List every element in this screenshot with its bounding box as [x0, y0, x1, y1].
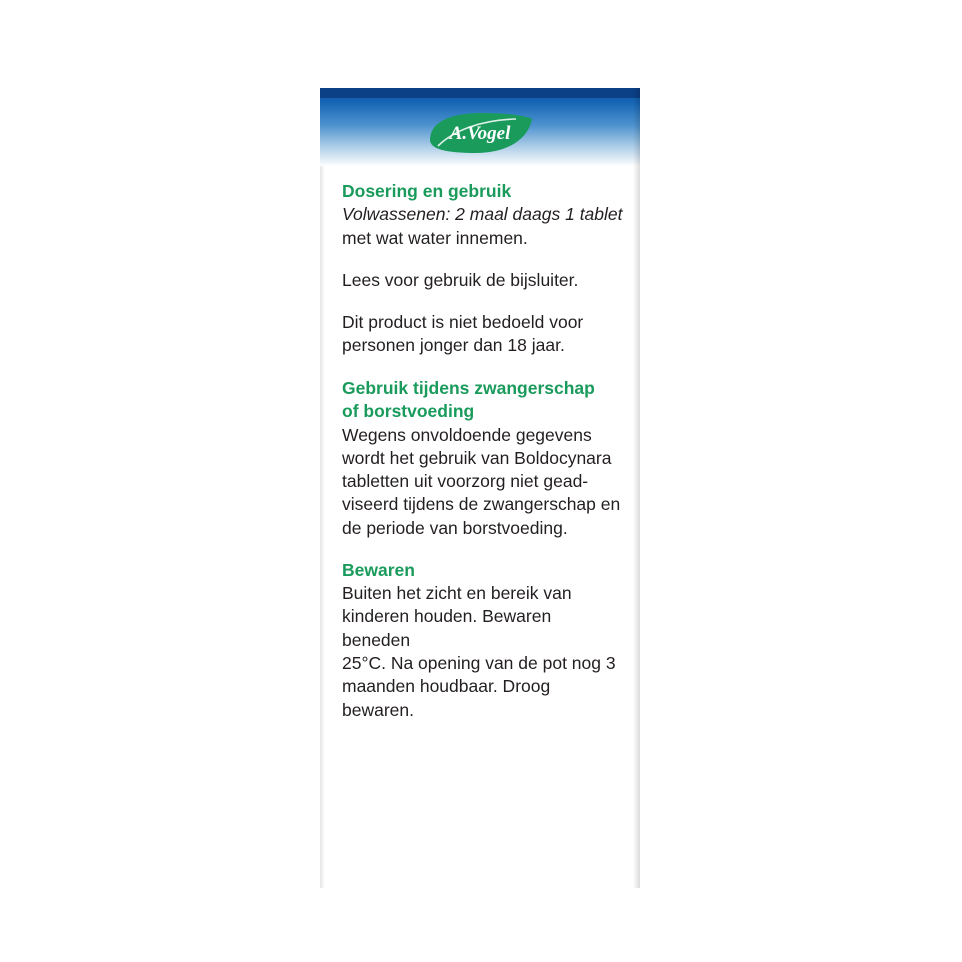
bewaren-line-4: maanden houdbaar. Droog bewaren.	[342, 676, 551, 720]
package-instructions-text	[342, 180, 624, 722]
bewaren-line-3: 25°C. Na opening van de pot nog 3	[342, 653, 616, 674]
section-dosering	[342, 180, 624, 250]
leeftijd-line-1: Dit product is niet bedoeld voor	[342, 312, 584, 333]
leeftijd-line-2: personen jonger dan 18 jaar.	[342, 335, 565, 356]
dosering-line-1: Volwassenen: 2 maal daags 1 tablet	[342, 204, 623, 225]
bewaren-line-2: kinderen houden. Bewaren beneden	[342, 606, 552, 650]
header-band-top-stripe	[320, 88, 640, 98]
leaf-logo-icon	[424, 110, 536, 156]
section-heading-zwangerschap-line-1: Gebruik tijdens zwangerschap	[342, 377, 595, 398]
zwangerschap-line-3: tabletten uit voorzorg niet gead-	[342, 471, 589, 492]
section-heading-bewaren: Bewaren	[342, 559, 415, 580]
zwangerschap-line-4: viseerd tijdens de zwangerschap en	[342, 494, 621, 515]
section-heading-zwangerschap-line-2: of borstvoeding	[342, 401, 475, 422]
bewaren-line-1: Buiten het zicht en bereik van	[342, 583, 572, 604]
section-leeftijd	[342, 311, 624, 358]
section-bewaren	[342, 559, 624, 722]
zwangerschap-line-5: de periode van borstvoeding.	[342, 517, 568, 538]
section-zwangerschap	[342, 377, 624, 540]
dosering-line-2: met wat water innemen.	[342, 227, 528, 248]
bijsluiter-line-1: Lees voor gebruik de bijsluiter.	[342, 269, 579, 290]
svg-text:A.Vogel: A.Vogel	[449, 123, 511, 144]
zwangerschap-line-1: Wegens onvoldoende gegevens	[342, 424, 592, 445]
section-bijsluiter	[342, 269, 624, 292]
product-package	[320, 88, 640, 888]
zwangerschap-line-2: wordt het gebruik van Boldocynara	[342, 447, 612, 468]
section-heading-dosering: Dosering en gebruik	[342, 181, 512, 201]
